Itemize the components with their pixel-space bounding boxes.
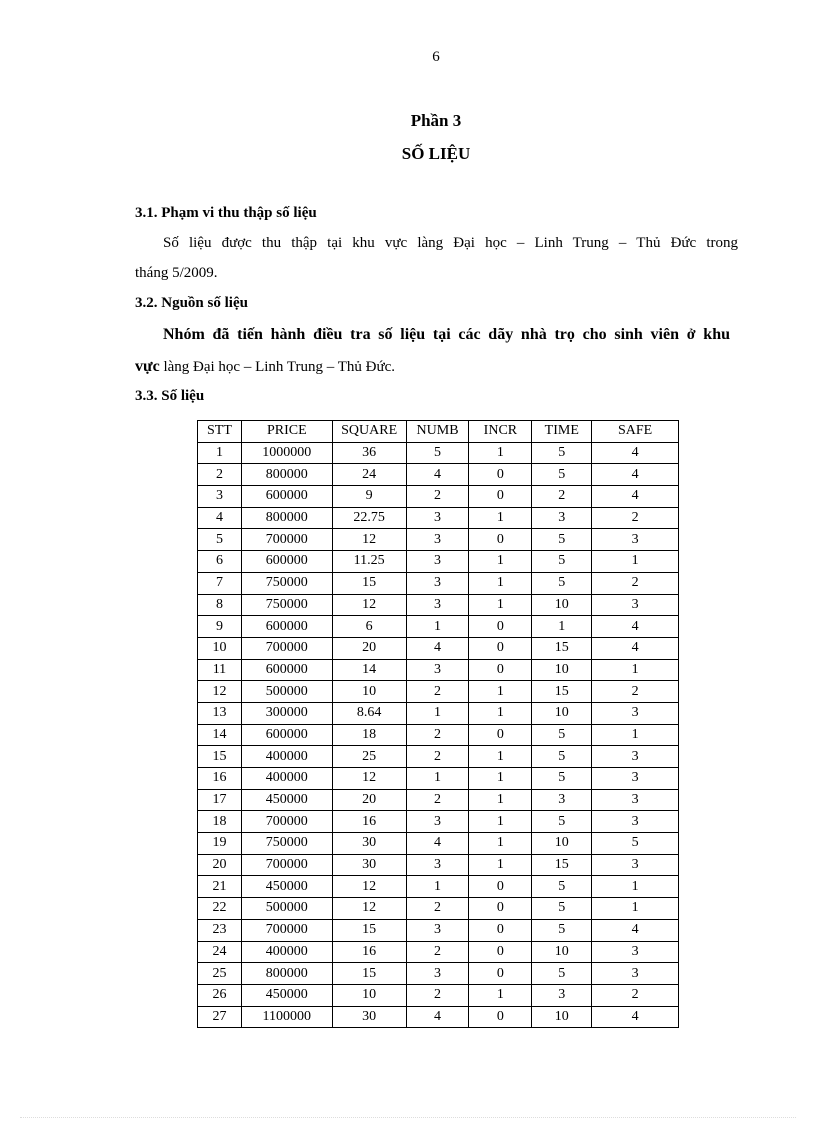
table-cell-square: 15 [332, 919, 406, 941]
table-cell-incr: 0 [469, 963, 532, 985]
table-cell-numb: 3 [406, 811, 469, 833]
table-cell-square: 15 [332, 572, 406, 594]
table-cell-price: 1000000 [241, 442, 332, 464]
table-row [198, 659, 679, 681]
table-cell-square: 12 [332, 876, 406, 898]
table-row [198, 616, 679, 638]
table-cell-square: 12 [332, 898, 406, 920]
section-3-1-paragraph-line-1: Số liệu được thu thập tại khu vực làng Đại học – Linh Trung – Thủ Đức trong [163, 235, 738, 251]
table-cell-square: 10 [332, 984, 406, 1006]
column-header-square: SQUARE [332, 421, 406, 443]
table-row [198, 681, 679, 703]
table-cell-stt: 14 [198, 724, 242, 746]
table-cell-numb: 2 [406, 898, 469, 920]
table-cell-incr: 0 [469, 616, 532, 638]
table-cell-square: 22.75 [332, 507, 406, 529]
table-cell-square: 12 [332, 529, 406, 551]
table-cell-price: 600000 [241, 486, 332, 508]
table-cell-incr: 0 [469, 898, 532, 920]
table-cell-square: 12 [332, 768, 406, 790]
column-header-price: PRICE [241, 421, 332, 443]
table-cell-square: 20 [332, 637, 406, 659]
table-cell-numb: 3 [406, 963, 469, 985]
table-cell-square: 30 [332, 854, 406, 876]
table-cell-numb: 1 [406, 876, 469, 898]
table-cell-stt: 11 [198, 659, 242, 681]
table-cell-stt: 19 [198, 833, 242, 855]
table-row [198, 551, 679, 573]
table-cell-price: 400000 [241, 746, 332, 768]
table-cell-incr: 1 [469, 442, 532, 464]
table-cell-price: 450000 [241, 984, 332, 1006]
section-heading-3-3: 3.3. Số liệu [135, 388, 205, 404]
table-cell-stt: 2 [198, 464, 242, 486]
table-cell-price: 1100000 [241, 1006, 332, 1028]
table-cell-price: 450000 [241, 876, 332, 898]
table-cell-square: 9 [332, 486, 406, 508]
table-row [198, 442, 679, 464]
table-cell-numb: 2 [406, 789, 469, 811]
table-cell-incr: 0 [469, 941, 532, 963]
table-row [198, 919, 679, 941]
table-row [198, 854, 679, 876]
table-cell-stt: 5 [198, 529, 242, 551]
table-cell-square: 25 [332, 746, 406, 768]
table-cell-time: 5 [532, 572, 592, 594]
table-cell-numb: 2 [406, 486, 469, 508]
section-3-2-paragraph-line-2 [135, 358, 395, 376]
table-cell-incr: 0 [469, 464, 532, 486]
table-cell-incr: 1 [469, 833, 532, 855]
table-cell-numb: 2 [406, 724, 469, 746]
table-cell-stt: 4 [198, 507, 242, 529]
table-cell-time: 5 [532, 464, 592, 486]
table-cell-stt: 20 [198, 854, 242, 876]
table-cell-safe: 3 [592, 768, 679, 790]
table-cell-stt: 9 [198, 616, 242, 638]
table-cell-stt: 25 [198, 963, 242, 985]
table-cell-stt: 13 [198, 702, 242, 724]
table-cell-numb: 3 [406, 551, 469, 573]
table-cell-incr: 0 [469, 919, 532, 941]
table-cell-stt: 26 [198, 984, 242, 1006]
table-cell-safe: 3 [592, 702, 679, 724]
table-cell-square: 18 [332, 724, 406, 746]
table-cell-time: 5 [532, 768, 592, 790]
table-cell-price: 400000 [241, 941, 332, 963]
table-cell-price: 750000 [241, 572, 332, 594]
table-row [198, 876, 679, 898]
table-row [198, 486, 679, 508]
table-cell-time: 5 [532, 811, 592, 833]
table-cell-incr: 0 [469, 659, 532, 681]
column-header-time: TIME [532, 421, 592, 443]
table-cell-incr: 0 [469, 724, 532, 746]
table-cell-stt: 12 [198, 681, 242, 703]
table-cell-numb: 3 [406, 854, 469, 876]
table-cell-stt: 3 [198, 486, 242, 508]
table-cell-square: 16 [332, 811, 406, 833]
table-cell-price: 750000 [241, 833, 332, 855]
table-cell-stt: 16 [198, 768, 242, 790]
table-row [198, 833, 679, 855]
table-cell-price: 500000 [241, 898, 332, 920]
table-cell-time: 5 [532, 442, 592, 464]
part-title: Phần 3 [410, 111, 462, 130]
table-cell-square: 11.25 [332, 551, 406, 573]
table-row [198, 768, 679, 790]
table-cell-stt: 17 [198, 789, 242, 811]
table-row [198, 464, 679, 486]
table-cell-time: 1 [532, 616, 592, 638]
table-cell-square: 6 [332, 616, 406, 638]
table-cell-safe: 1 [592, 898, 679, 920]
table-cell-square: 16 [332, 941, 406, 963]
table-cell-square: 20 [332, 789, 406, 811]
table-cell-numb: 2 [406, 941, 469, 963]
table-cell-numb: 3 [406, 507, 469, 529]
table-cell-time: 5 [532, 876, 592, 898]
section-heading-3-1: 3.1. Phạm vi thu thập số liệu [135, 205, 317, 221]
table-cell-numb: 3 [406, 919, 469, 941]
table-cell-square: 30 [332, 1006, 406, 1028]
table-cell-incr: 1 [469, 768, 532, 790]
table-cell-stt: 23 [198, 919, 242, 941]
table-cell-safe: 4 [592, 464, 679, 486]
table-cell-time: 5 [532, 919, 592, 941]
table-row [198, 572, 679, 594]
table-cell-numb: 1 [406, 768, 469, 790]
table-cell-time: 15 [532, 854, 592, 876]
table-cell-stt: 21 [198, 876, 242, 898]
table-row [198, 724, 679, 746]
table-row [198, 1006, 679, 1028]
table-cell-safe: 4 [592, 442, 679, 464]
table-cell-incr: 1 [469, 572, 532, 594]
table-cell-incr: 1 [469, 789, 532, 811]
table-cell-stt: 7 [198, 572, 242, 594]
table-cell-numb: 4 [406, 833, 469, 855]
table-cell-square: 24 [332, 464, 406, 486]
table-cell-stt: 27 [198, 1006, 242, 1028]
table-cell-price: 750000 [241, 594, 332, 616]
table-row [198, 746, 679, 768]
table-cell-price: 300000 [241, 702, 332, 724]
table-cell-square: 8.64 [332, 702, 406, 724]
table-cell-incr: 0 [469, 637, 532, 659]
part-subtitle: SỐ LIỆU [401, 144, 471, 163]
table-cell-safe: 2 [592, 572, 679, 594]
data-table [197, 420, 679, 1028]
table-cell-square: 15 [332, 963, 406, 985]
table-cell-incr: 0 [469, 529, 532, 551]
table-cell-stt: 18 [198, 811, 242, 833]
table-cell-incr: 1 [469, 984, 532, 1006]
table-cell-stt: 8 [198, 594, 242, 616]
table-cell-time: 10 [532, 594, 592, 616]
section-3-2-line-2-bold: vực [135, 358, 160, 375]
table-cell-time: 10 [532, 833, 592, 855]
section-heading-3-2: 3.2. Nguồn số liệu [135, 295, 248, 311]
table-cell-price: 800000 [241, 507, 332, 529]
table-cell-time: 15 [532, 637, 592, 659]
table-cell-safe: 3 [592, 941, 679, 963]
table-cell-time: 10 [532, 941, 592, 963]
table-cell-incr: 1 [469, 551, 532, 573]
table-cell-safe: 3 [592, 854, 679, 876]
table-cell-safe: 3 [592, 811, 679, 833]
table-row [198, 529, 679, 551]
table-cell-square: 30 [332, 833, 406, 855]
column-header-numb: NUMB [406, 421, 469, 443]
table-body [198, 442, 679, 1028]
table-cell-time: 5 [532, 963, 592, 985]
table-cell-stt: 24 [198, 941, 242, 963]
table-cell-numb: 3 [406, 659, 469, 681]
table-cell-time: 5 [532, 746, 592, 768]
table-cell-incr: 1 [469, 746, 532, 768]
table-cell-safe: 4 [592, 486, 679, 508]
table-cell-incr: 0 [469, 876, 532, 898]
table-cell-numb: 2 [406, 681, 469, 703]
table-row [198, 941, 679, 963]
table-cell-safe: 4 [592, 616, 679, 638]
table-cell-square: 14 [332, 659, 406, 681]
table-cell-numb: 4 [406, 1006, 469, 1028]
table-cell-safe: 1 [592, 724, 679, 746]
table-cell-safe: 3 [592, 746, 679, 768]
table-cell-price: 600000 [241, 724, 332, 746]
column-header-stt: STT [198, 421, 242, 443]
table-cell-stt: 1 [198, 442, 242, 464]
table-cell-price: 400000 [241, 768, 332, 790]
table-cell-safe: 2 [592, 984, 679, 1006]
table-cell-numb: 2 [406, 984, 469, 1006]
table-cell-safe: 1 [592, 551, 679, 573]
table-cell-numb: 2 [406, 746, 469, 768]
column-header-incr: INCR [469, 421, 532, 443]
table-cell-price: 800000 [241, 464, 332, 486]
table-cell-safe: 1 [592, 659, 679, 681]
table-cell-incr: 0 [469, 486, 532, 508]
table-row [198, 702, 679, 724]
table-cell-safe: 3 [592, 594, 679, 616]
table-cell-time: 3 [532, 507, 592, 529]
table-cell-price: 700000 [241, 529, 332, 551]
table-cell-price: 600000 [241, 616, 332, 638]
table-cell-incr: 1 [469, 854, 532, 876]
table-cell-safe: 4 [592, 637, 679, 659]
table-cell-numb: 1 [406, 616, 469, 638]
table-cell-safe: 4 [592, 919, 679, 941]
table-cell-price: 700000 [241, 637, 332, 659]
table-cell-price: 700000 [241, 854, 332, 876]
table-cell-time: 3 [532, 984, 592, 1006]
page-bottom-rule [20, 1117, 796, 1118]
table-cell-safe: 2 [592, 681, 679, 703]
table-row [198, 507, 679, 529]
table-row [198, 789, 679, 811]
page-number: 6 [432, 49, 440, 65]
table-cell-safe: 4 [592, 1006, 679, 1028]
table-cell-price: 600000 [241, 551, 332, 573]
table-cell-time: 10 [532, 1006, 592, 1028]
table-cell-numb: 3 [406, 572, 469, 594]
table-cell-price: 700000 [241, 811, 332, 833]
table-cell-price: 600000 [241, 659, 332, 681]
table-row [198, 594, 679, 616]
table-row [198, 963, 679, 985]
table-cell-numb: 4 [406, 464, 469, 486]
table-cell-incr: 1 [469, 702, 532, 724]
table-cell-safe: 1 [592, 876, 679, 898]
table-cell-square: 12 [332, 594, 406, 616]
table-cell-time: 5 [532, 529, 592, 551]
table-cell-numb: 4 [406, 637, 469, 659]
table-cell-time: 10 [532, 659, 592, 681]
table-cell-time: 3 [532, 789, 592, 811]
table-cell-numb: 3 [406, 594, 469, 616]
table-cell-numb: 3 [406, 529, 469, 551]
table-header [198, 421, 679, 443]
table-cell-stt: 10 [198, 637, 242, 659]
column-header-safe: SAFE [592, 421, 679, 443]
table-cell-time: 5 [532, 724, 592, 746]
table-cell-incr: 1 [469, 681, 532, 703]
section-3-1-paragraph-line-2: tháng 5/2009. [135, 265, 218, 281]
table-cell-price: 800000 [241, 963, 332, 985]
table-cell-incr: 0 [469, 1006, 532, 1028]
table-cell-time: 5 [532, 551, 592, 573]
table-header-row [198, 421, 679, 443]
table-cell-numb: 1 [406, 702, 469, 724]
table-row [198, 898, 679, 920]
table-cell-time: 10 [532, 702, 592, 724]
table-cell-price: 450000 [241, 789, 332, 811]
table-cell-time: 2 [532, 486, 592, 508]
table-cell-safe: 3 [592, 963, 679, 985]
table-cell-safe: 3 [592, 789, 679, 811]
table-cell-safe: 2 [592, 507, 679, 529]
table-cell-time: 15 [532, 681, 592, 703]
table-cell-safe: 5 [592, 833, 679, 855]
table-cell-incr: 1 [469, 507, 532, 529]
table-cell-price: 500000 [241, 681, 332, 703]
table-row [198, 637, 679, 659]
table-cell-stt: 22 [198, 898, 242, 920]
table-cell-numb: 5 [406, 442, 469, 464]
table-cell-stt: 15 [198, 746, 242, 768]
table-row [198, 811, 679, 833]
table-cell-price: 700000 [241, 919, 332, 941]
table-row [198, 984, 679, 1006]
table-cell-square: 36 [332, 442, 406, 464]
table-cell-stt: 6 [198, 551, 242, 573]
table-cell-safe: 3 [592, 529, 679, 551]
table-cell-square: 10 [332, 681, 406, 703]
table-cell-time: 5 [532, 898, 592, 920]
table-cell-incr: 1 [469, 594, 532, 616]
table-cell-incr: 1 [469, 811, 532, 833]
section-3-2-paragraph-line-1: Nhóm đã tiến hành điều tra số liệu tại các dãy nhà trọ cho sinh viên ở khu [163, 326, 730, 343]
section-3-2-line-2-rest: làng Đại học – Linh Trung – Thủ Đức. [159, 359, 396, 375]
